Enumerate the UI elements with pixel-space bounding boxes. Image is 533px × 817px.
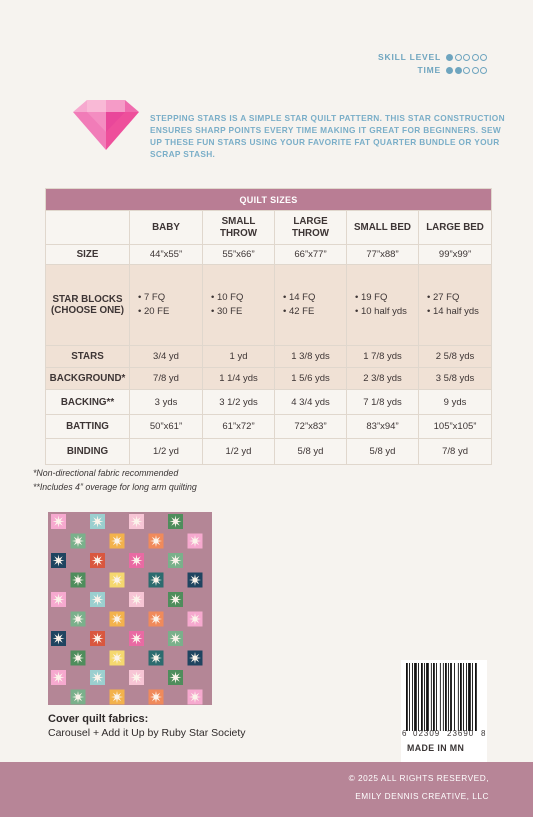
rating-dot-empty xyxy=(480,67,487,74)
backing-cell: 7 1/8 yds xyxy=(347,390,419,415)
cover-quilt-image xyxy=(48,512,212,705)
header-small-throw: SMALL THROW xyxy=(203,211,275,245)
barcode-digits-2: 02309 xyxy=(413,729,441,738)
row-label-star-blocks: STAR BLOCKS (CHOOSE ONE) xyxy=(46,265,130,346)
background-cell: 2 3/8 yds xyxy=(347,368,419,390)
stars-cell: 1 3/8 yds xyxy=(275,346,347,368)
size-cell: 55”x66” xyxy=(203,245,275,265)
time-dots xyxy=(446,67,487,74)
row-label-size: SIZE xyxy=(46,245,130,265)
time-rating xyxy=(417,65,487,75)
rating-dot-empty xyxy=(463,54,470,61)
stars-cell: 3/4 yd xyxy=(130,346,203,368)
rating-dot-filled xyxy=(446,67,453,74)
row-label-background: BACKGROUND* xyxy=(46,368,130,390)
size-cell: 44”x55” xyxy=(130,245,203,265)
copyright-line: © 2025 ALL RIGHTS RESERVED, xyxy=(348,773,489,783)
barcode-digit-1: 6 xyxy=(402,729,407,738)
binding-cell: 5/8 yd xyxy=(347,439,419,465)
skill-level-dots xyxy=(446,54,487,61)
star-blocks-cell: • 27 FQ • 14 half yds xyxy=(419,265,492,346)
skill-level-rating xyxy=(378,52,487,62)
heart-logo-icon xyxy=(73,100,139,150)
rating-dot-empty xyxy=(480,54,487,61)
rating-dot-filled xyxy=(446,54,453,61)
rating-dot-filled xyxy=(455,67,462,74)
stars-cell: 1 7/8 yds xyxy=(347,346,419,368)
barcode xyxy=(401,660,487,764)
backing-cell: 4 3/4 yds xyxy=(275,390,347,415)
binding-cell: 1/2 yd xyxy=(203,439,275,465)
batting-cell: 83”x94” xyxy=(347,415,419,439)
rating-dot-empty xyxy=(472,67,479,74)
size-cell: 99”x99” xyxy=(419,245,492,265)
batting-cell: 61”x72” xyxy=(203,415,275,439)
row-label-backing: BACKING** xyxy=(46,390,130,415)
star-blocks-cell: • 10 FQ • 30 FE xyxy=(203,265,275,346)
size-cell: 66”x77” xyxy=(275,245,347,265)
rating-dot-empty xyxy=(472,54,479,61)
barcode-bars xyxy=(406,663,482,731)
binding-cell: 7/8 yd xyxy=(419,439,492,465)
cover-fabrics-title: Cover quilt fabrics: xyxy=(48,713,149,725)
row-label-batting: BATTING xyxy=(46,415,130,439)
size-cell: 77”x88” xyxy=(347,245,419,265)
stars-cell: 2 5/8 yds xyxy=(419,346,492,368)
made-in-label: MADE IN MN xyxy=(407,743,465,753)
star-blocks-cell: • 14 FQ • 42 FE xyxy=(275,265,347,346)
header-large-throw: LARGE THROW xyxy=(275,211,347,245)
quilt-sizes-title: QUILT SIZES xyxy=(46,189,492,211)
company-line: EMILY DENNIS CREATIVE, LLC xyxy=(355,791,489,801)
stars-cell: 1 yd xyxy=(203,346,275,368)
quilt-sizes-table xyxy=(45,188,492,465)
footnote-overage: **Includes 4” overage for long arm quilting xyxy=(33,482,197,492)
background-cell: 1 5/6 yds xyxy=(275,368,347,390)
rating-dot-empty xyxy=(455,54,462,61)
skill-level-label: SKILL LEVEL xyxy=(378,52,441,62)
header-small-bed: SMALL BED xyxy=(347,211,419,245)
cover-fabrics-list: Carousel + Add it Up by Ruby Star Society xyxy=(48,727,246,739)
row-label-binding: BINDING xyxy=(46,439,130,465)
footnote-fabric: *Non-directional fabric recommended xyxy=(33,468,179,478)
barcode-digits-3: 23690 xyxy=(447,729,475,738)
background-cell: 1 1/4 yds xyxy=(203,368,275,390)
background-cell: 7/8 yd xyxy=(130,368,203,390)
header-empty-cell xyxy=(46,211,130,245)
backing-cell: 3 yds xyxy=(130,390,203,415)
pattern-description: STEPPING STARS IS A SIMPLE STAR QUILT PATTERN. THIS STAR CONSTRUCTION ENSURES SHARP POINTS EVERY TIME MAKING IT GREAT FOR BEGINNERS. SEW UP THESE FUN STARS USING YOUR FAVORITE FAT QUARTER BUNDLE OR YOUR SCRAP STASH. xyxy=(150,113,505,159)
backing-cell: 9 yds xyxy=(419,390,492,415)
binding-cell: 5/8 yd xyxy=(275,439,347,465)
star-blocks-cell: • 7 FQ • 20 FE xyxy=(130,265,203,346)
binding-cell: 1/2 yd xyxy=(130,439,203,465)
batting-cell: 105”x105” xyxy=(419,415,492,439)
barcode-digit-4: 8 xyxy=(481,729,486,738)
background-cell: 3 5/8 yds xyxy=(419,368,492,390)
row-label-stars: STARS xyxy=(46,346,130,368)
batting-cell: 50”x61” xyxy=(130,415,203,439)
batting-cell: 72”x83” xyxy=(275,415,347,439)
backing-cell: 3 1/2 yds xyxy=(203,390,275,415)
header-large-bed: LARGE BED xyxy=(419,211,492,245)
time-label: TIME xyxy=(417,65,441,75)
footer-band xyxy=(0,762,533,817)
rating-dot-empty xyxy=(463,67,470,74)
header-baby: BABY xyxy=(130,211,203,245)
star-blocks-cell: • 19 FQ • 10 half yds xyxy=(347,265,419,346)
